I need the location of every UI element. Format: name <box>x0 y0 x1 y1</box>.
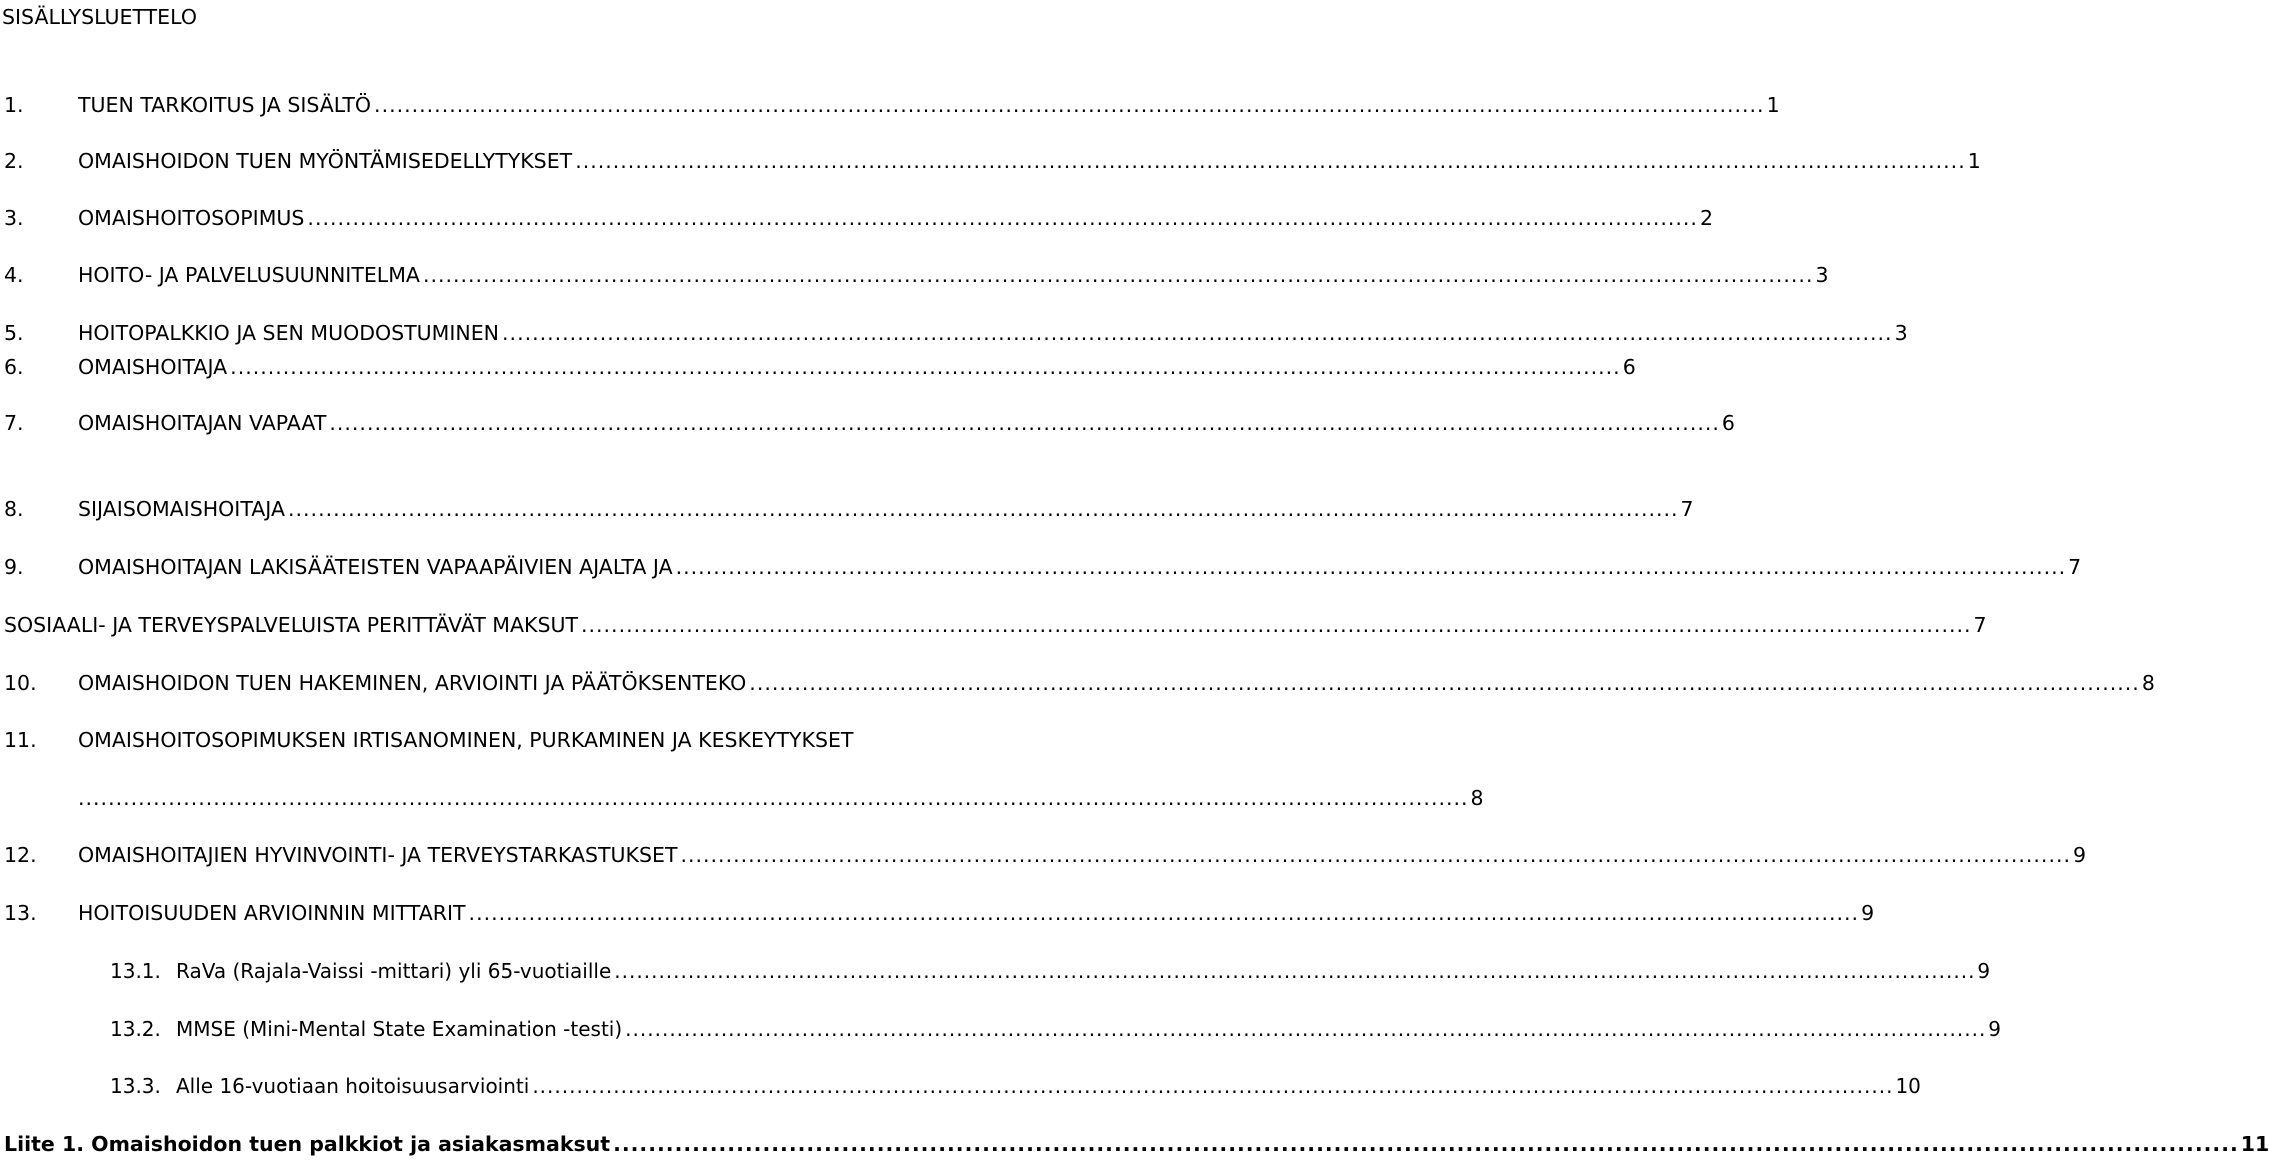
entry-title: TUEN TARKOITUS JA SISÄLTÖ <box>78 93 372 117</box>
toc-subentry <box>110 1014 2002 1044</box>
dot-leader: ......................................................................................................................................................................................... <box>675 555 2067 579</box>
entry-page: 9 <box>1977 959 1991 983</box>
dot-leader: ......................................................................................................................................................................................... <box>230 355 1621 379</box>
toc-entry <box>4 318 1908 348</box>
toc-entry <box>4 90 1780 120</box>
entry-page: 11 <box>2240 1132 2269 1156</box>
entry-page: 8 <box>1470 786 1484 810</box>
dot-leader: ......................................................................................................................................................................................... <box>749 671 2140 695</box>
entry-title: OMAISHOIDON TUEN MYÖNTÄMISEDELLYTYKSET <box>78 149 573 173</box>
entry-title: RaVa (Rajala-Vaissi -mittari) yli 65-vuotiaille <box>176 959 612 983</box>
toc-subentry <box>110 1071 1921 1101</box>
dot-leader: ......................................................................................................................................................................................... <box>532 1074 1894 1098</box>
entry-title: OMAISHOITAJAN LAKISÄÄTEISTEN VAPAAPÄIVIEN AJALTA JA <box>78 555 673 579</box>
entry-page: 9 <box>2073 843 2087 867</box>
entry-title: HOITOISUUDEN ARVIOINNIN MITTARIT <box>78 901 466 925</box>
toc-appendix-entry <box>4 1129 2269 1159</box>
toc-subentry <box>110 956 1991 986</box>
dot-leader: ......................................................................................................................................................................................... <box>288 497 1679 521</box>
toc-entry <box>4 668 2155 698</box>
toc-entry <box>4 260 1829 290</box>
entry-number: 13.3. <box>110 1074 161 1098</box>
dot-leader: ......................................................................................................................................................................................... <box>625 1017 1987 1041</box>
entry-number: 12. <box>4 843 37 867</box>
dot-leader: ......................................................................................................................................................................................... <box>307 206 1698 230</box>
toc-entry <box>4 203 1713 233</box>
entry-page: 7 <box>2068 555 2082 579</box>
entry-number: 7. <box>4 411 24 435</box>
entry-page: 3 <box>1815 263 1829 287</box>
entry-title: Liite 1. Omaishoidon tuen palkkiot ja asiakasmaksut <box>4 1132 611 1156</box>
dot-leader: ......................................................................................................................................................................................... <box>468 901 1860 925</box>
entry-number: 11. <box>4 728 37 752</box>
dot-leader: ......................................................................................................................................................................................... <box>575 149 1966 173</box>
toc-entry <box>4 898 1875 928</box>
entry-title: MMSE (Mini-Mental State Examination -testi) <box>176 1017 623 1041</box>
entry-number: 8. <box>4 497 24 521</box>
entry-page: 6 <box>1622 355 1636 379</box>
entry-page: 8 <box>2141 671 2155 695</box>
entry-page: 7 <box>1680 497 1694 521</box>
entry-number: 6. <box>4 355 24 379</box>
toc-entry <box>4 408 1735 438</box>
dot-leader: ......................................................................................................................................................................................... <box>613 1132 2239 1156</box>
entry-page: 1 <box>1967 149 1981 173</box>
entry-page: 1 <box>1766 93 1780 117</box>
entry-title: OMAISHOITAJA <box>78 355 228 379</box>
entry-title: HOITOPALKKIO JA SEN MUODOSTUMINEN <box>78 321 500 345</box>
dot-leader: ......................................................................................................................................................................................... <box>422 263 1814 287</box>
entry-number: 10. <box>4 671 37 695</box>
entry-number: 13.1. <box>110 959 161 983</box>
entry-page: 7 <box>1973 613 1987 637</box>
entry-number: 4. <box>4 263 24 287</box>
dot-leader: ......................................................................................................................................................................................... <box>374 93 1765 117</box>
entry-number: 5. <box>4 321 24 345</box>
toc-entry <box>4 352 1636 382</box>
toc-entry <box>4 146 1981 176</box>
toc-entry <box>4 725 954 755</box>
entry-title: SIJAISOMAISHOITAJA <box>78 497 285 521</box>
toc-entry <box>4 610 1987 640</box>
entry-page: 9 <box>1861 901 1875 925</box>
entry-page: 9 <box>1988 1017 2002 1041</box>
toc-entry <box>4 494 1694 524</box>
entry-title: OMAISHOIDON TUEN HAKEMINEN, ARVIOINTI JA PÄÄTÖKSENTEKO <box>78 671 747 695</box>
dot-leader: ......................................................................................................................................................................................... <box>502 321 1893 345</box>
entry-number: 1. <box>4 93 24 117</box>
entry-number: 13.2. <box>110 1017 161 1041</box>
entry-title: OMAISHOITOSOPIMUS <box>78 206 305 230</box>
entry-title: HOITO- JA PALVELUSUUNNITELMA <box>78 263 420 287</box>
dot-leader: ......................................................................................................................................................................................... <box>329 411 1720 435</box>
entry-number: 9. <box>4 555 24 579</box>
dot-leader: ......................................................................................................................................................................................... <box>78 786 1469 810</box>
entry-title: OMAISHOITAJAN VAPAAT <box>78 411 327 435</box>
entry-title: Alle 16-vuotiaan hoitoisuusarviointi <box>176 1074 530 1098</box>
entry-title: SOSIAALI- JA TERVEYSPALVELUISTA PERITTÄVÄT MAKSUT <box>4 613 578 637</box>
toc-entry <box>4 552 2082 582</box>
dot-leader: ......................................................................................................................................................................................... <box>580 613 1972 637</box>
toc-heading: SISÄLLYSLUETTELO <box>2 5 197 29</box>
entry-number: 13. <box>4 901 37 925</box>
entry-number: 2. <box>4 149 24 173</box>
toc-entry <box>4 840 2087 870</box>
toc-entry <box>4 783 1484 813</box>
entry-number: 3. <box>4 206 24 230</box>
entry-page: 3 <box>1894 321 1908 345</box>
entry-page: 2 <box>1699 206 1713 230</box>
entry-title: OMAISHOITOSOPIMUKSEN IRTISANOMINEN, PURKAMINEN JA KESKEYTYKSET <box>78 728 854 752</box>
entry-page: 6 <box>1721 411 1735 435</box>
entry-title: OMAISHOITAJIEN HYVINVOINTI- JA TERVEYSTARKASTUKSET <box>78 843 678 867</box>
dot-leader: ......................................................................................................................................................................................... <box>680 843 2071 867</box>
dot-leader: ......................................................................................................................................................................................... <box>614 959 1976 983</box>
entry-page: 10 <box>1895 1074 1921 1098</box>
